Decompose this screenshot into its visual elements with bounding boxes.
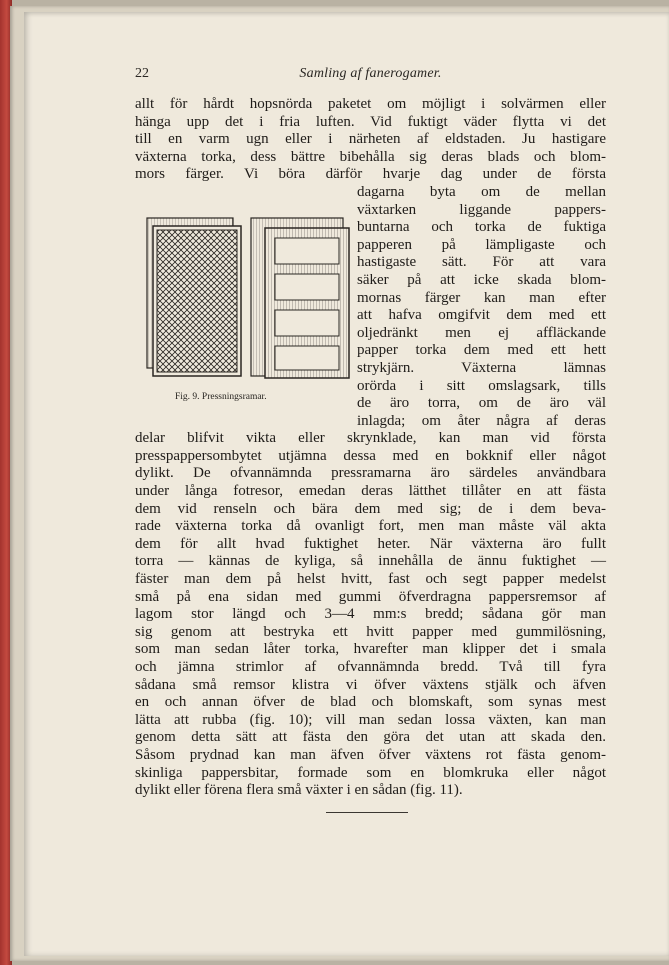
body-line-side: buntarna och torka de fuktiga [357, 219, 606, 236]
body-line: lätta att rubba (fig. 10); vill man sedan lossa växten, kan man [135, 711, 606, 728]
body-line-side: växtarken liggande pappers- [357, 201, 606, 218]
page-number: 22 [135, 66, 149, 81]
figure-caption: Fig. 9. Pressningsramar. [175, 392, 267, 402]
body-line-side: hastigaste sätt. För att vara [357, 254, 606, 271]
body-line: fäster man dem på helst hvitt, fast och segt papper medelst [135, 571, 606, 588]
page-header [135, 66, 606, 86]
body-line: dylikt eller förena flera små växter i en sådan (fig. 11). [135, 782, 463, 799]
figure-pressing-frames [135, 212, 351, 408]
body-line: små på ena sidan med gummi öfverdragna pappersremsor af [135, 588, 606, 605]
body-line-side: de äro torra, om de äro väl [357, 395, 606, 412]
body-line-side: oljedränkt men ej affläckande [357, 324, 606, 341]
body-line-side: säker på att icke skada blom- [357, 271, 606, 288]
footer-rule [326, 812, 408, 813]
body-line: delar blifvit vikta eller skrynklade, kan man vid första [135, 430, 606, 447]
body-line-side: papperen på lämpligaste och [357, 236, 606, 253]
body-line: dem för allt hvad fuktighet heter. När växterna äro fullt [135, 535, 606, 552]
body-line: till en varm ugn eller i närheten af eldstaden. Ju hastigare [135, 131, 606, 148]
body-line: presspappersombytet utjämna dessa med en bokknif eller något [135, 447, 606, 464]
body-line: skinliga pappersbitar, formade som en blomkruka eller något [135, 764, 606, 781]
body-line: lagom stor längd och 3—4 mm:s bredd; sådana gör man [135, 606, 606, 623]
body-line: torra — kännas de kyliga, så innehålla de ännu fuktighet — [135, 553, 606, 570]
body-line: mors färger. Vi böra därför hvarje dag under de första [135, 166, 606, 183]
body-line: dem vid renseln och bära dem med sig; de i dem beva- [135, 500, 606, 517]
body-line-side: mornas färger kan man efter [357, 289, 606, 306]
body-line: Såsom prydnad kan man äfven öfver växtens rot fästa genom- [135, 746, 606, 763]
body-line: och jämna strimlor af ofvannämnda bredd. Två till fyra [135, 659, 606, 675]
body-line: hänga upp det i fria luften. Vid fuktigt väder flytta vi det [135, 113, 606, 130]
body-line: under långa fotresor, emedan deras lätthet tillåter en att fästa [135, 483, 606, 500]
body-line: sådana små remsor klistra vi öfver växtens stjälk och äfven [135, 676, 606, 693]
body-line-side: orörda i sitt omslagsark, tills [357, 377, 606, 394]
running-head: Samling af fanerogamer. [299, 66, 442, 81]
body-line: allt för hårdt hopsnörda paketet om möjligt i solvärmen eller [135, 96, 606, 112]
body-line-side: papper torka dem med ett hett [357, 342, 606, 359]
pressing-frames-illustration [145, 214, 351, 382]
body-text [135, 96, 606, 800]
body-line-side: att hafva omgifvit dem med ett [357, 307, 606, 324]
body-line: som man sedan låter torka, hvarefter man klipper det i smala [135, 641, 606, 658]
body-line-side: dagarna byta om de mellan [357, 183, 606, 200]
body-line: rade växterna torka då ovanligt fort, men man måste väl akta [135, 518, 606, 535]
body-line: dylikt. De ofvannämnda pressramarna äro särdeles användbara [135, 465, 606, 482]
body-line: växterna torka, dess bättre bibehålla sig deras blads och blom- [135, 148, 606, 165]
body-line: en och annan öfver de blad och blomskaft, som synas mest [135, 694, 606, 711]
body-line-side: strykjärn. Växterna lämnas [357, 359, 606, 376]
body-line: sig genom att bestryka ett hvitt papper med gummilösning, [135, 623, 606, 640]
body-line-side: inlagda; om åter några af deras [357, 412, 606, 429]
slat-frame [251, 218, 349, 378]
lattice-frame [147, 218, 241, 376]
body-line: genom detta sätt att fästa den göra det utan att skada den. [135, 729, 606, 746]
